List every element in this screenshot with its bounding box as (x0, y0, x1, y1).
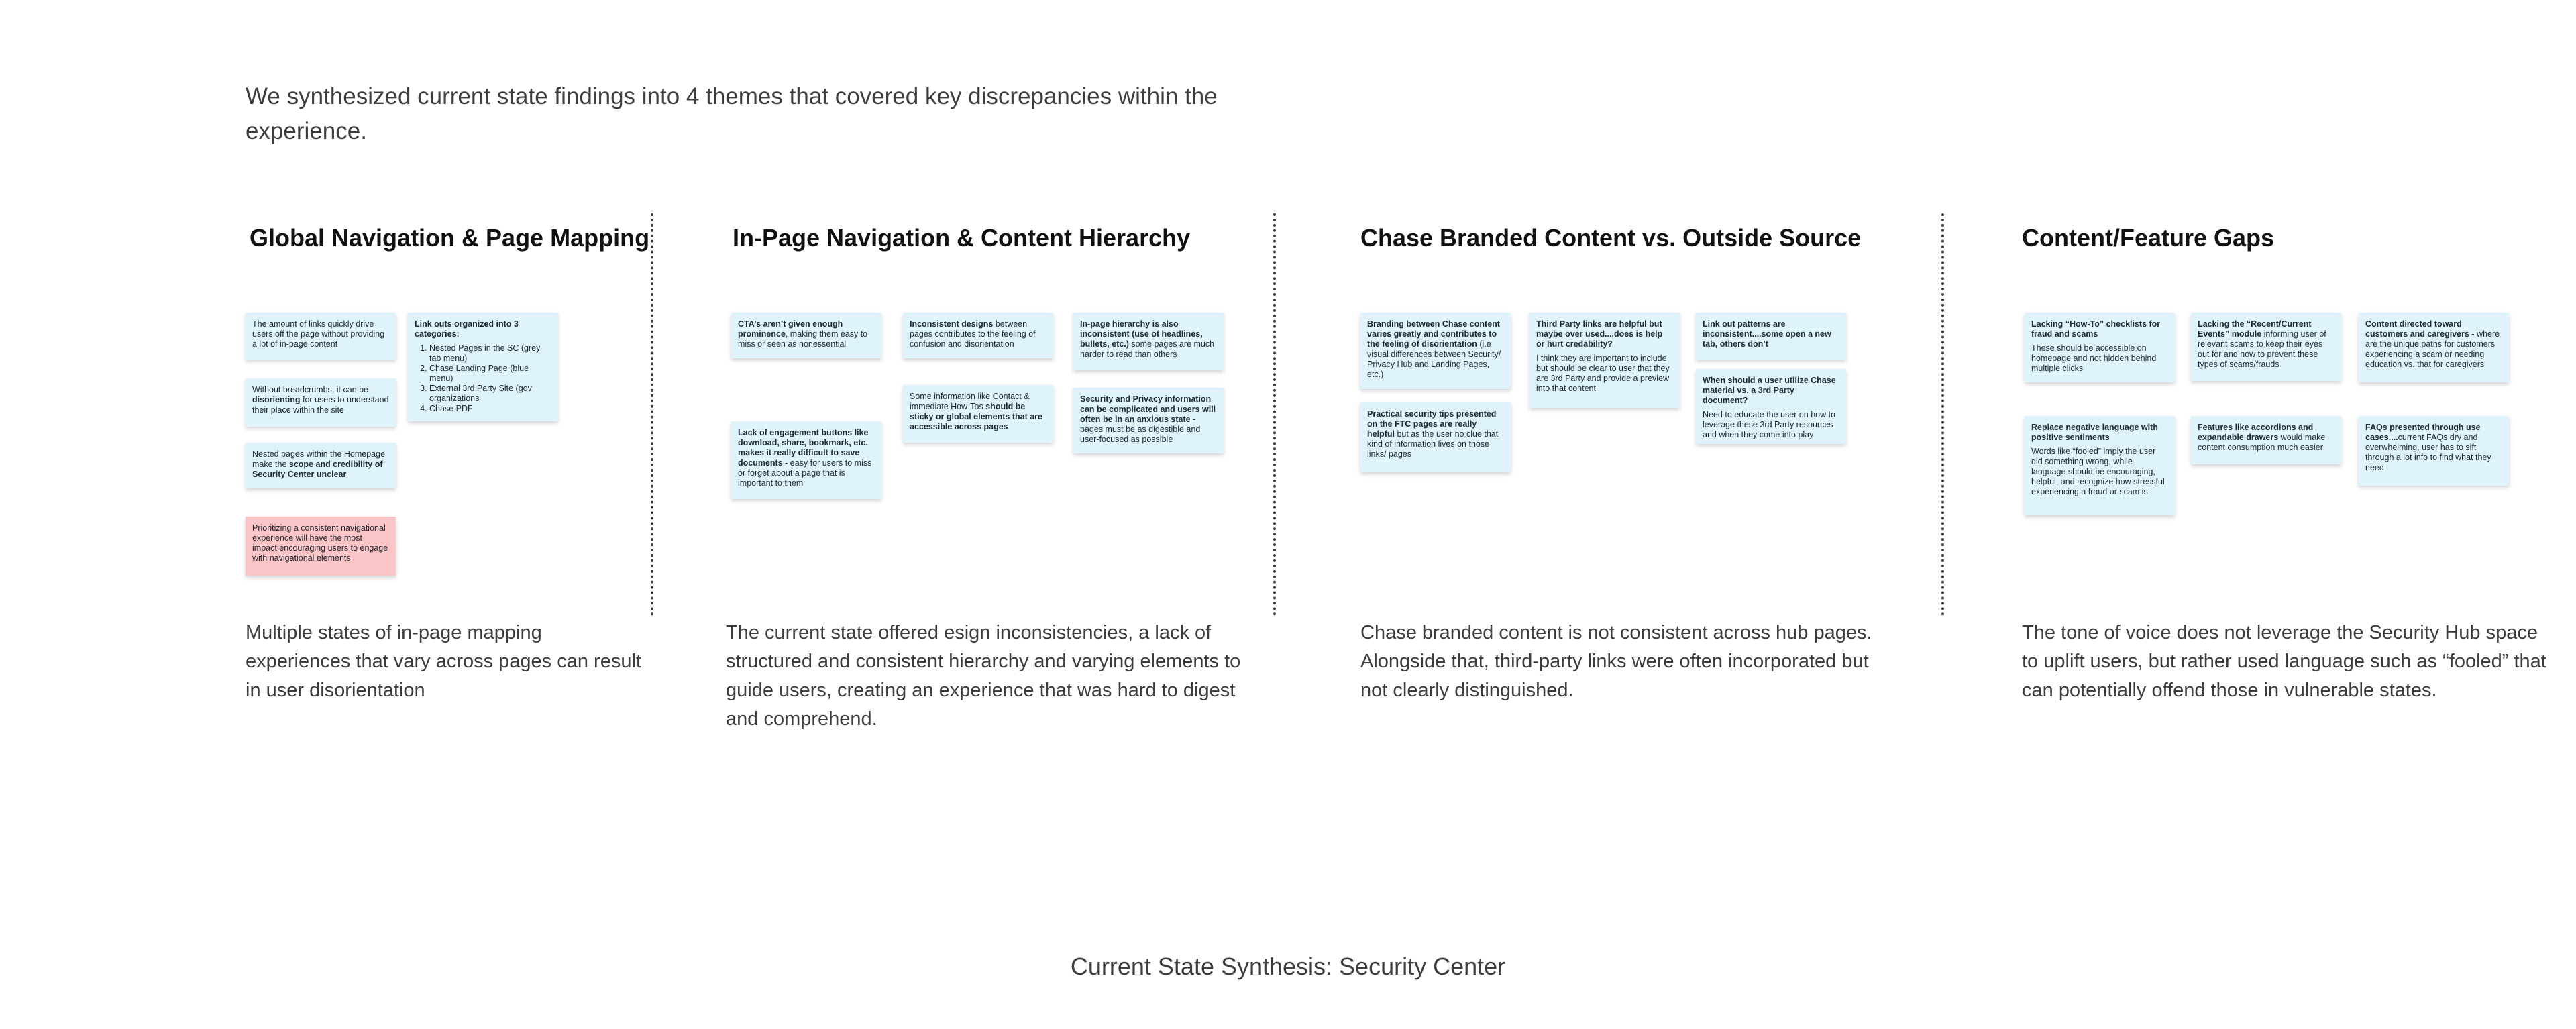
note-text-bold: Content directed toward customers and caregivers (2365, 319, 2469, 339)
sticky-note (408, 313, 558, 421)
sticky-note (1696, 369, 1846, 444)
note-list (415, 343, 551, 414)
note-text: Without breadcrumbs, it can be (252, 385, 368, 394)
note-text: These should be accessible on homepage and not hidden behind multiple clicks (2031, 343, 2157, 373)
sticky-note (1073, 388, 1224, 453)
list-item: 3. External 3rd Party Site (gov organizations (429, 384, 551, 404)
note-text-bold: Practical security tips presented on the FTC pages are really helpful (1367, 409, 1497, 439)
note-text: Nested pages within the Homepage make the (252, 449, 386, 469)
sticky-note (731, 313, 881, 358)
sticky-note (1529, 313, 1680, 408)
sticky-note (2359, 416, 2509, 486)
intro-text: We synthesized current state findings into 4 themes that covered key discrepancies within the experience. (246, 83, 1218, 144)
sticky-note (1360, 313, 1511, 389)
column-divider (1941, 213, 1944, 616)
sticky-note (2191, 416, 2341, 464)
note-heading: Lacking “How-To” checklists for fraud and scams (2031, 319, 2161, 339)
note-text: I think they are important to include but should be clear to user that they are 3rd Party and provide a preview into that content (1536, 354, 1670, 393)
note-text: Some information like Contact & immediate How-Tos (910, 392, 1030, 411)
note-text: between pages contributes to the feeling of confusion and disorientation (910, 319, 1036, 349)
note-text: The amount of links quickly drive users off the page without providing a lot of in-page content (252, 319, 385, 349)
theme-title: Chase Branded Content vs. Outside Source (1360, 224, 1862, 252)
theme-summary: Chase branded content is not consistent across hub pages. Alongside that, third-party links were often incorporated but not clearly distinguished. (1360, 622, 1872, 701)
note-text-bold: In-page hierarchy is also inconsistent (use of headlines, bullets, etc.) (1080, 319, 1203, 349)
note-text: would make content consumption much easier (2198, 433, 2326, 452)
sticky-note (246, 443, 396, 488)
note-text: Need to educate the user on how to leverage these 3rd Party resources and when they come into play (1703, 410, 1836, 439)
sticky-note (246, 378, 396, 427)
sticky-note-priority (246, 517, 396, 576)
note-heading: Replace negative language with positive sentiments (2031, 423, 2158, 442)
sticky-note (1073, 313, 1224, 370)
list-item: 2. Chase Landing Page (blue menu) (429, 364, 551, 384)
note-text: Prioritizing a consistent navigational experience will have the most impact encouraging users to engage with navigational elements (252, 523, 388, 563)
sticky-note (1360, 402, 1511, 472)
list-item: 1. Nested Pages in the SC (grey tab menu) (429, 343, 551, 364)
sticky-note (2359, 313, 2509, 382)
theme-summary: The current state offered esign inconsistencies, a lack of structured and consistent hierarchy and varying elements to guide users, creating an experience that was hard to digest and comprehend. (726, 622, 1241, 730)
theme-title: Global Navigation & Page Mapping (250, 224, 650, 252)
note-heading: Third Party links are helpful but maybe over used....does is help or hurt credability? (1536, 319, 1663, 349)
note-text: - pages must be as digestible and user-focused as possible (1080, 415, 1201, 444)
note-text: current FAQs dry and overwhelming, user has to sift through a lot info to find what they need (2365, 433, 2491, 472)
note-text-bold: CTA’s aren’t given enough prominence (738, 319, 843, 339)
theme-summary: Multiple states of in-page mapping experiences that vary across pages can result in user disorientation (246, 622, 641, 701)
note-text: (i.e visual differences between Security/ Privacy Hub and Landing Pages, etc.) (1367, 339, 1501, 379)
theme-summary: The tone of voice does not leverage the Security Hub space to uplift users, but rather used language such as “fooled” that can potentially offend those in vulnerable states. (2022, 622, 2546, 701)
note-text-bold: Features like accordions and expandable drawers (2198, 423, 2314, 442)
note-text: some pages are much harder to read than others (1080, 339, 1215, 359)
sticky-note (903, 385, 1053, 443)
list-item: 4. Chase PDF (429, 404, 551, 414)
sticky-note (903, 313, 1053, 358)
note-text-bold: Security and Privacy information can be complicated and users will often be in an anxious state (1080, 394, 1216, 424)
column-divider (651, 213, 653, 616)
sticky-note (2191, 313, 2341, 381)
sticky-note (1696, 313, 1846, 360)
note-text: - where are the unique paths for customers experiencing a scam or needing education vs. that for caregivers (2365, 329, 2500, 369)
sticky-note (731, 421, 881, 499)
note-text: , making them easy to miss or seen as nonessential (738, 329, 868, 349)
sticky-note (2025, 416, 2175, 515)
note-text-bold: scope and credibility of Security Center unclear (252, 459, 383, 479)
note-text-bold: Lack of engagement buttons like download, share, bookmark, etc. makes it really difficult to save documents (738, 428, 869, 468)
note-text: but as the user no clue that kind of information lives on those links/ pages (1367, 429, 1499, 459)
note-text-bold: should be sticky or global elements that are accessible across pages (910, 402, 1042, 431)
note-text: - easy for users to miss or forget about a page that is important to them (738, 458, 872, 488)
note-text-bold: FAQs presented through use cases.... (2365, 423, 2481, 442)
note-text-bold: Branding between Chase content varies greatly and contributes to the feeling of disorientation (1367, 319, 1500, 349)
column-divider (1273, 213, 1276, 616)
sticky-note (2025, 313, 2175, 382)
theme-title: In-Page Navigation & Content Hierarchy (733, 224, 1191, 252)
note-text: Words like “fooled” imply the user did something wrong, while language should be encouraging, helpful, and recognize how stressful experiencing a fraud or scam is (2031, 447, 2165, 496)
note-text: informing user of relevant scams to keep their eyes out for and how to prevent these types of scams/frauds (2198, 329, 2326, 369)
note-text-bold: Lacking the “Recent/Current Events” module (2198, 319, 2312, 339)
note-heading: When should a user utilize Chase material vs. a 3rd Party document? (1703, 376, 1836, 405)
note-text-bold: disorienting (252, 395, 301, 404)
theme-title: Content/Feature Gaps (2022, 224, 2275, 252)
note-text: for users to understand their place within the site (252, 395, 389, 415)
page-footer-title: Current State Synthesis: Security Center (1070, 953, 1506, 980)
note-heading: Link out patterns are inconsistent....some open a new tab, others don’t (1703, 319, 1831, 349)
note-heading: Link outs organized into 3 categories: (415, 319, 519, 339)
sticky-note (246, 313, 396, 360)
note-text-bold: Inconsistent designs (910, 319, 994, 329)
